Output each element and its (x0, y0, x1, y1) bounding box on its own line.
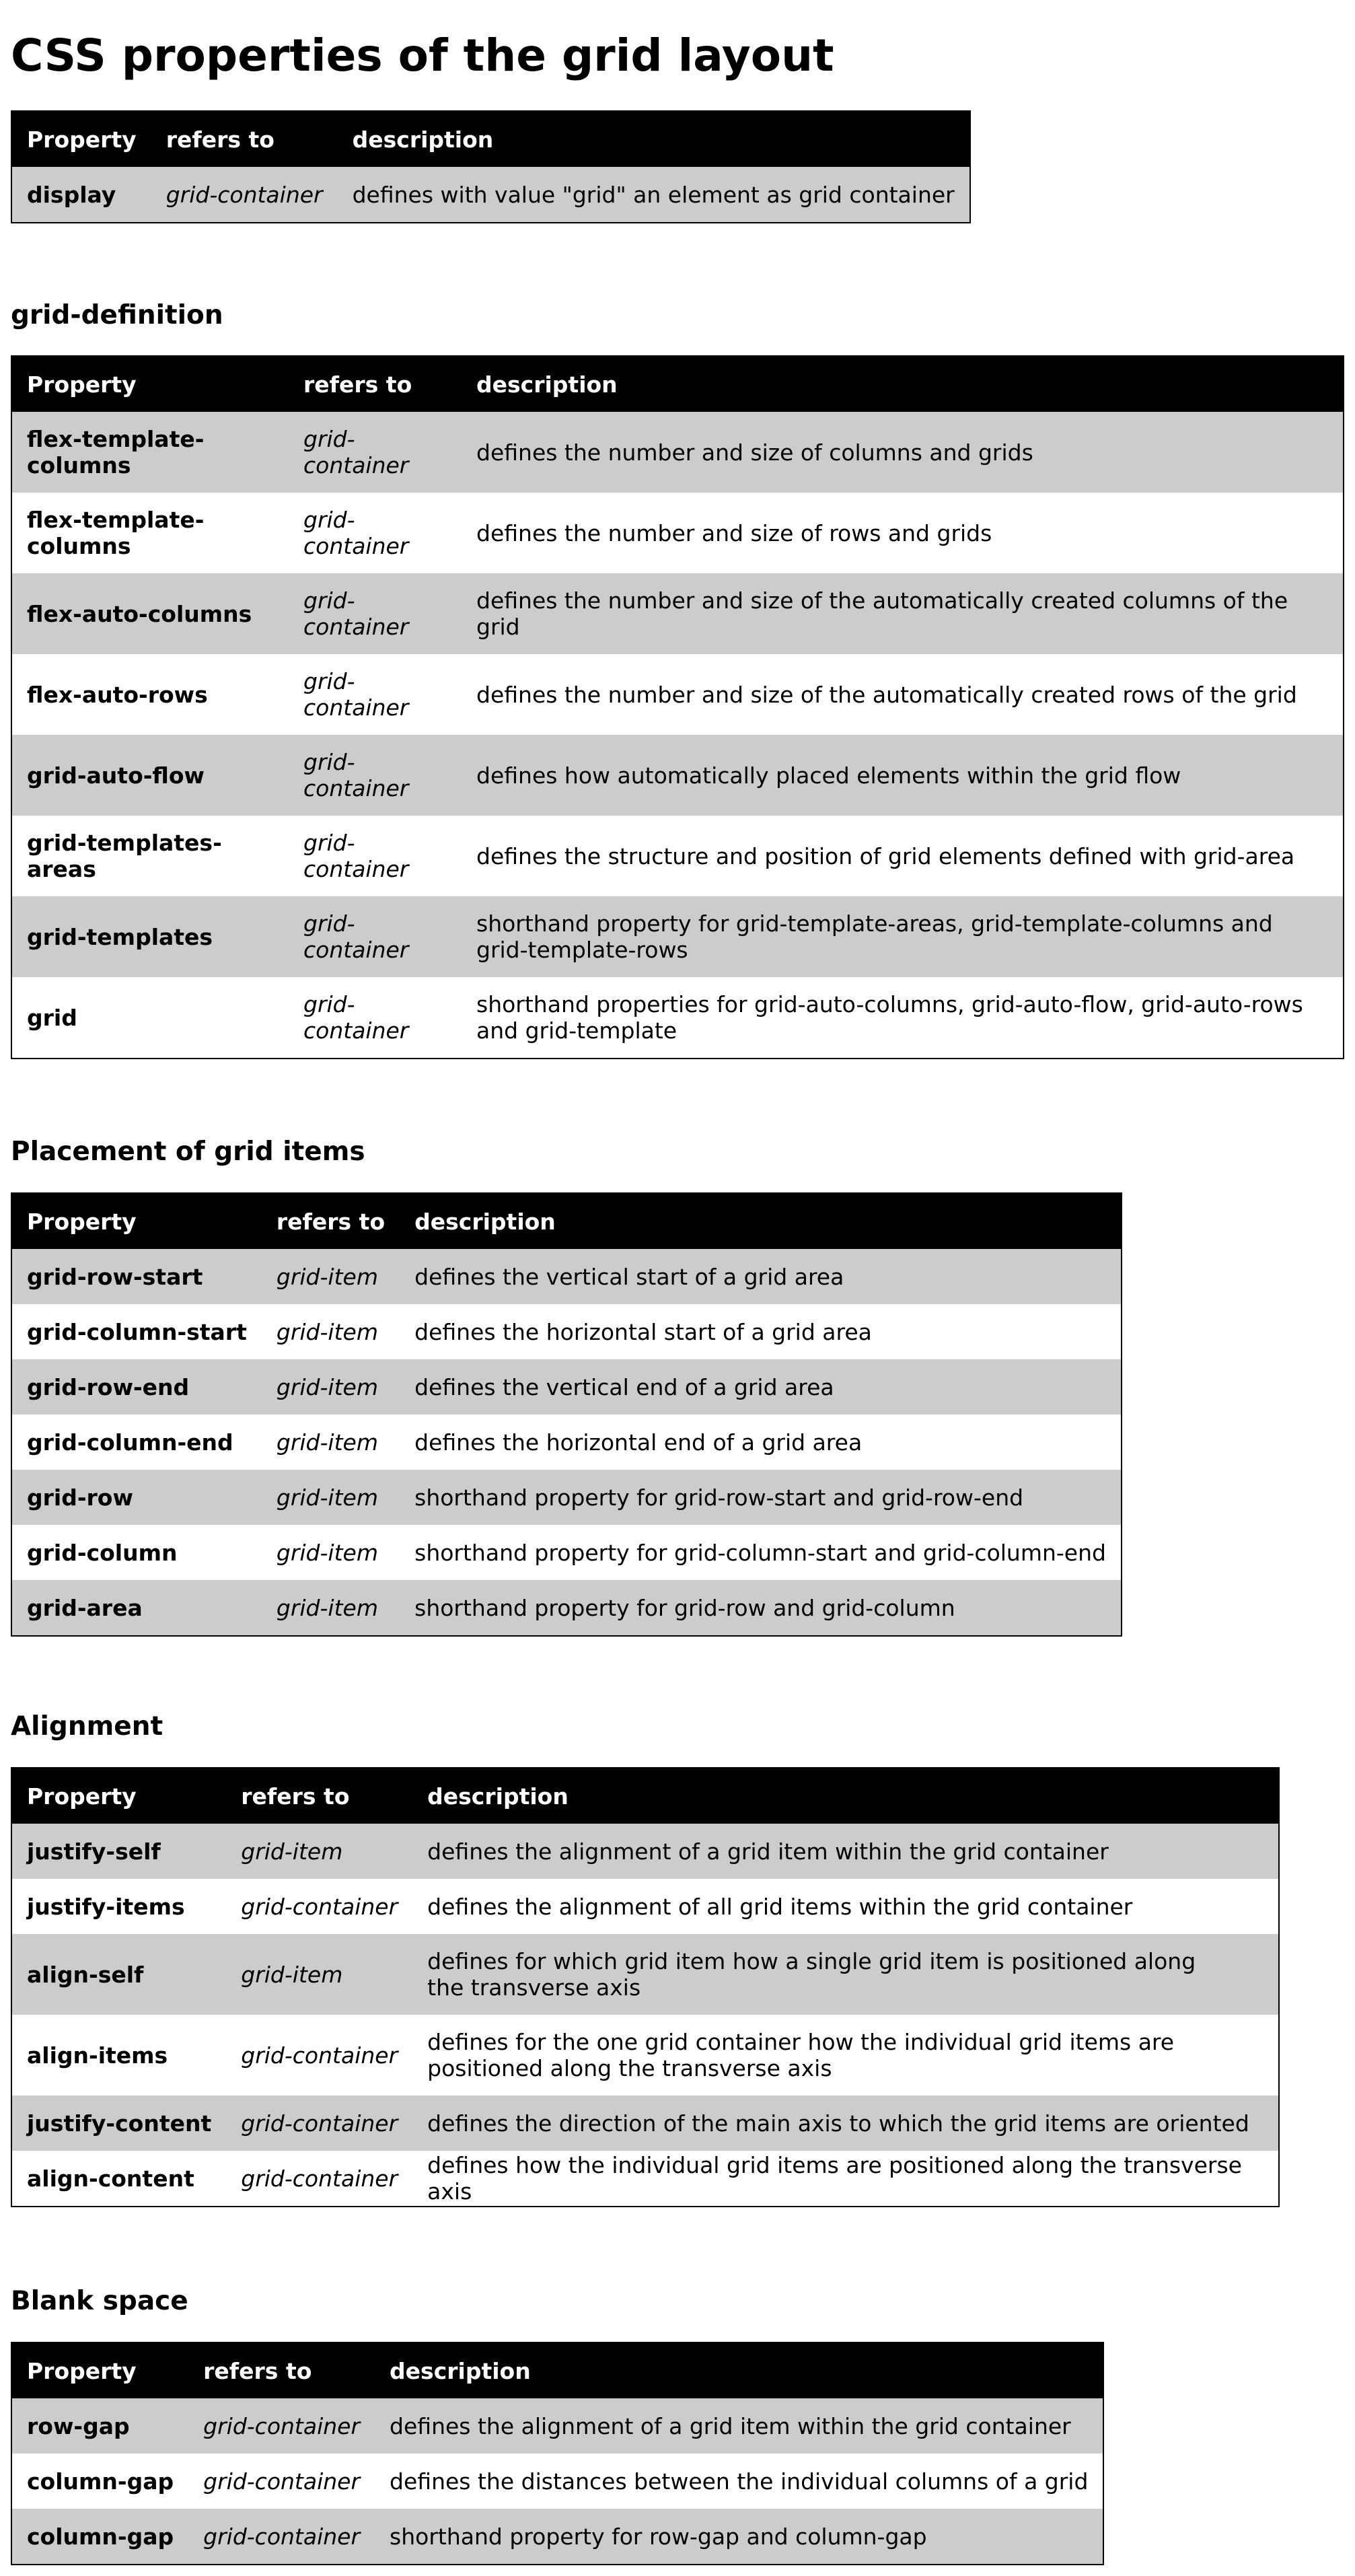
table-row (11, 493, 1344, 573)
refers-to-cell: grid-item (262, 1580, 400, 1636)
section-heading-alignment: Alignment (11, 1711, 163, 1742)
refers-to-cell: grid-item (262, 1359, 400, 1415)
header-description: description (338, 111, 970, 167)
table-header-row (11, 1768, 1279, 1824)
refers-to-cell: grid-container (151, 167, 338, 223)
property-cell: justify-self (11, 1824, 226, 1879)
header-description: description (400, 1193, 1122, 1249)
display-table (11, 110, 971, 223)
table-row (11, 2454, 1103, 2509)
header-property: Property (11, 111, 151, 167)
refers-to-cell: grid-container (188, 2454, 375, 2509)
header-refers-to: refers to (262, 1193, 400, 1249)
header-description: description (375, 2342, 1103, 2398)
property-cell: flex-auto-rows (11, 654, 289, 735)
section-heading-blank-space: Blank space (11, 2286, 188, 2316)
table-row (11, 1415, 1122, 1470)
description-cell: defines the alignment of a grid item within the grid container (412, 1824, 1279, 1879)
description-cell: defines the horizontal end of a grid area (400, 1415, 1122, 1470)
refers-to-cell: grid-item (226, 1824, 412, 1879)
table-row (11, 1824, 1279, 1879)
section-heading-placement: Placement of grid items (11, 1137, 365, 1167)
property-cell: justify-content (11, 2096, 226, 2151)
table-row (11, 1879, 1279, 1934)
page-title: CSS properties of the grid layout (11, 30, 834, 81)
table-row (11, 1580, 1122, 1636)
refers-to-cell: grid-container (289, 573, 462, 654)
table-row (11, 2151, 1279, 2207)
property-cell: grid-templates (11, 896, 289, 977)
description-cell: defines for the one grid container how the individual grid items are positioned along the transverse axis (412, 2015, 1279, 2096)
table-row (11, 816, 1344, 896)
header-property: Property (11, 1193, 262, 1249)
table-row (11, 1304, 1122, 1359)
refers-to-cell: grid-container (289, 493, 462, 573)
property-cell: row-gap (11, 2398, 188, 2454)
property-cell: align-items (11, 2015, 226, 2096)
table-row (11, 896, 1344, 977)
description-cell: defines the distances between the individual columns of a grid (375, 2454, 1103, 2509)
description-cell: defines the number and size of rows and grids (462, 493, 1344, 573)
section-heading-grid-definition: grid-definition (11, 300, 223, 330)
property-cell: justify-items (11, 1879, 226, 1934)
property-cell: flex-template-columns (11, 412, 289, 493)
table-header-row (11, 2342, 1103, 2398)
header-property: Property (11, 2342, 188, 2398)
description-cell: defines how the individual grid items are positioned along the transverse axis (412, 2151, 1279, 2207)
refers-to-cell: grid-container (289, 896, 462, 977)
refers-to-cell: grid-container (188, 2398, 375, 2454)
description-cell: defines with value "grid" an element as grid container (338, 167, 970, 223)
refers-to-cell: grid-container (289, 735, 462, 816)
table-row (11, 573, 1344, 654)
refers-to-cell: grid-item (262, 1415, 400, 1470)
table-row (11, 977, 1344, 1059)
table-header-row (11, 356, 1344, 412)
property-cell: grid-row (11, 1470, 262, 1525)
refers-to-cell: grid-container (289, 412, 462, 493)
description-cell: defines the number and size of the automatically created rows of the grid (462, 654, 1344, 735)
table-row (11, 1525, 1122, 1580)
table-row (11, 1359, 1122, 1415)
refers-to-cell: grid-container (226, 2096, 412, 2151)
description-cell: defines how automatically placed elements within the grid flow (462, 735, 1344, 816)
description-cell: defines the vertical end of a grid area (400, 1359, 1122, 1415)
description-cell: defines the direction of the main axis to which the grid items are oriented (412, 2096, 1279, 2151)
property-cell: flex-template-columns (11, 493, 289, 573)
table-row (11, 1470, 1122, 1525)
description-cell: defines the alignment of a grid item within the grid container (375, 2398, 1103, 2454)
table-row (11, 2015, 1279, 2096)
refers-to-cell: grid-item (262, 1304, 400, 1359)
grid-definition-table (11, 355, 1344, 1059)
header-description: description (462, 356, 1344, 412)
description-cell: shorthand property for grid-column-start and grid-column-end (400, 1525, 1122, 1580)
property-cell: flex-auto-columns (11, 573, 289, 654)
property-cell: grid-column-end (11, 1415, 262, 1470)
property-cell: grid-area (11, 1580, 262, 1636)
refers-to-cell: grid-container (226, 1879, 412, 1934)
table-header-row (11, 1193, 1122, 1249)
header-property: Property (11, 356, 289, 412)
table-row (11, 654, 1344, 735)
refers-to-cell: grid-item (262, 1470, 400, 1525)
table-row (11, 412, 1344, 493)
refers-to-cell: grid-item (226, 1934, 412, 2015)
property-cell: column-gap (11, 2509, 188, 2565)
header-refers-to: refers to (151, 111, 338, 167)
description-cell: shorthand properties for grid-auto-columns, grid-auto-flow, grid-auto-rows and grid-template (462, 977, 1344, 1059)
table-row (11, 735, 1344, 816)
header-property: Property (11, 1768, 226, 1824)
refers-to-cell: grid-item (262, 1525, 400, 1580)
property-cell: grid-templates-areas (11, 816, 289, 896)
header-refers-to: refers to (226, 1768, 412, 1824)
description-cell: shorthand property for grid-row and grid-column (400, 1580, 1122, 1636)
table-row (11, 2398, 1103, 2454)
property-cell: grid-row-end (11, 1359, 262, 1415)
refers-to-cell: grid-container (289, 977, 462, 1059)
table-header-row (11, 111, 970, 167)
refers-to-cell: grid-container (226, 2015, 412, 2096)
property-cell: grid-auto-flow (11, 735, 289, 816)
description-cell: defines the number and size of the automatically created columns of the grid (462, 573, 1344, 654)
refers-to-cell: grid-container (188, 2509, 375, 2565)
description-cell: defines the horizontal start of a grid area (400, 1304, 1122, 1359)
description-cell: defines the structure and position of grid elements defined with grid-area (462, 816, 1344, 896)
property-cell: align-content (11, 2151, 226, 2207)
description-cell: defines the vertical start of a grid area (400, 1249, 1122, 1304)
header-refers-to: refers to (188, 2342, 375, 2398)
property-cell: grid (11, 977, 289, 1059)
refers-to-cell: grid-container (226, 2151, 412, 2207)
property-cell: column-gap (11, 2454, 188, 2509)
header-description: description (412, 1768, 1279, 1824)
table-row (11, 1934, 1279, 2015)
refers-to-cell: grid-container (289, 654, 462, 735)
description-cell: shorthand property for grid-template-areas, grid-template-columns and grid-template-rows (462, 896, 1344, 977)
table-row (11, 1249, 1122, 1304)
property-cell: display (11, 167, 151, 223)
alignment-table (11, 1767, 1280, 2207)
property-cell: grid-column-start (11, 1304, 262, 1359)
blank-space-table (11, 2342, 1104, 2565)
header-refers-to: refers to (289, 356, 462, 412)
description-text: defines for which grid item how a single grid item is positioned along the transverse axis (427, 1948, 1196, 2001)
table-row (11, 2509, 1103, 2565)
table-row (11, 167, 970, 223)
refers-to-cell: grid-container (289, 816, 462, 896)
property-cell: align-self (11, 1934, 226, 2015)
description-cell (412, 1934, 1279, 2015)
placement-table (11, 1192, 1122, 1637)
description-cell: defines the alignment of all grid items within the grid container (412, 1879, 1279, 1934)
property-cell: grid-row-start (11, 1249, 262, 1304)
property-cell: grid-column (11, 1525, 262, 1580)
description-cell: shorthand property for grid-row-start and grid-row-end (400, 1470, 1122, 1525)
description-cell: shorthand property for row-gap and column-gap (375, 2509, 1103, 2565)
refers-to-cell: grid-item (262, 1249, 400, 1304)
description-cell: defines the number and size of columns and grids (462, 412, 1344, 493)
table-row (11, 2096, 1279, 2151)
